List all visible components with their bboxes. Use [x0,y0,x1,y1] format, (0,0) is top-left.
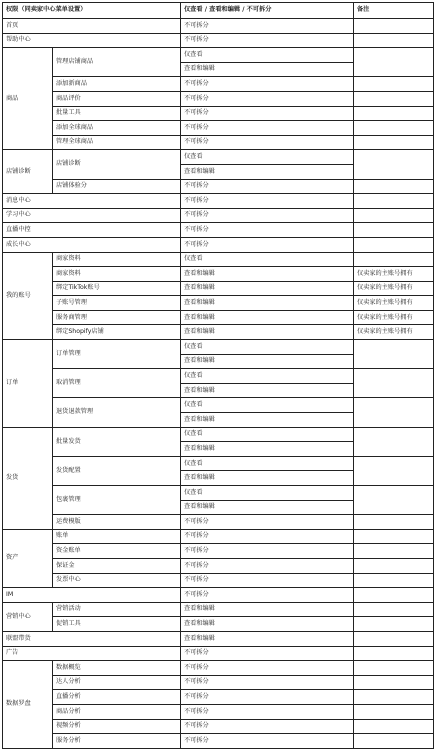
note-cell [354,252,434,267]
access-level: 不可拆分 [181,646,354,661]
table-row [3,208,434,223]
note-cell [354,427,434,456]
subitem-name: 添加新商品 [53,77,181,92]
header-note: 备注 [354,3,434,19]
table-row [3,135,434,150]
access-level: 查看和编辑 [181,62,354,77]
note-cell [354,661,434,676]
section-name: 成长中心 [3,237,181,252]
access-level: 查看和编辑 [181,631,354,646]
table-row [3,91,434,106]
note-cell [354,558,434,573]
access-level: 查看和编辑 [181,442,354,457]
table-body [3,19,434,749]
note-cell [354,223,434,238]
subitem-name: 商品评价 [53,91,181,106]
table-row [3,675,434,690]
subitem-name: 服务商管理 [53,310,181,325]
table-row [3,529,434,544]
note-cell [354,19,434,34]
note-cell [354,48,434,77]
note-cell: 仅卖家的主账号拥有 [354,310,434,325]
note-cell: 仅卖家的主账号拥有 [354,296,434,311]
table-row [3,690,434,705]
permission-table [2,2,434,749]
table-row [3,252,434,267]
section-name: 学习中心 [3,208,181,223]
access-level: 仅查看 [181,340,354,355]
note-cell [354,369,434,398]
access-level: 不可拆分 [181,106,354,121]
access-level: 不可拆分 [181,704,354,719]
access-level: 仅查看 [181,486,354,501]
subitem-name: 发货配置 [53,456,181,485]
section-name: 资产 [3,529,53,587]
table-row [3,33,434,48]
note-cell [354,77,434,92]
subitem-name: 运费模版 [53,515,181,530]
note-cell [354,704,434,719]
subitem-name: 发票中心 [53,573,181,588]
table-row [3,19,434,34]
section-name: 广告 [3,646,181,661]
access-level: 查看和编辑 [181,296,354,311]
table-row [3,427,434,442]
table-row [3,194,434,209]
table-row [3,179,434,194]
section-name: 数据罗盘 [3,661,53,749]
table-row [3,588,434,603]
section-name: 消息中心 [3,194,181,209]
access-level: 不可拆分 [181,544,354,559]
access-level: 不可拆分 [181,223,354,238]
access-level: 不可拆分 [181,515,354,530]
access-level: 不可拆分 [181,661,354,676]
note-cell: 仅卖家的主账号拥有 [354,325,434,340]
note-cell [354,179,434,194]
table-row [3,106,434,121]
subitem-name: 营销活动 [53,602,181,617]
table-row [3,704,434,719]
section-name: 我的账号 [3,252,53,340]
access-level: 仅查看 [181,456,354,471]
table-row [3,398,434,413]
access-level: 查看和编辑 [181,164,354,179]
table-header-row [3,3,434,19]
access-level: 不可拆分 [181,121,354,136]
note-cell [354,91,434,106]
table-row [3,121,434,136]
access-level: 仅查看 [181,48,354,63]
header-permission: 权限（同卖家中心菜单设置） [3,3,181,19]
access-level: 查看和编辑 [181,267,354,282]
subitem-name: 子账号管理 [53,296,181,311]
note-cell [354,150,434,179]
subitem-name: 资金账单 [53,544,181,559]
note-cell [354,646,434,661]
table-row [3,325,434,340]
access-level: 不可拆分 [181,19,354,34]
access-level: 查看和编辑 [181,310,354,325]
note-cell [354,690,434,705]
table-row [3,267,434,282]
access-level: 不可拆分 [181,558,354,573]
subitem-name: 直播分析 [53,690,181,705]
access-level: 仅查看 [181,150,354,165]
subitem-name: 取消管理 [53,369,181,398]
section-name: 商品 [3,48,53,150]
note-cell [354,121,434,136]
note-cell: 仅卖家的主账号拥有 [354,267,434,282]
subitem-name: 包裹管理 [53,486,181,515]
access-level: 不可拆分 [181,573,354,588]
note-cell [354,515,434,530]
note-cell [354,675,434,690]
access-level: 不可拆分 [181,529,354,544]
access-level: 不可拆分 [181,237,354,252]
table-row [3,617,434,632]
note-cell [354,398,434,427]
subitem-name: 商家资料 [53,267,181,282]
section-name: IM [3,588,181,603]
access-level: 仅查看 [181,252,354,267]
access-level: 不可拆分 [181,194,354,209]
note-cell [354,588,434,603]
access-level: 不可拆分 [181,675,354,690]
access-level: 查看和编辑 [181,471,354,486]
access-level: 不可拆分 [181,33,354,48]
access-level: 仅查看 [181,369,354,384]
subitem-name: 绑定Shopify店铺 [53,325,181,340]
access-level: 不可拆分 [181,77,354,92]
note-cell [354,194,434,209]
access-level: 查看和编辑 [181,413,354,428]
subitem-name: 商品分析 [53,704,181,719]
access-level: 查看和编辑 [181,354,354,369]
access-level: 查看和编辑 [181,325,354,340]
table-row [3,558,434,573]
header-access: 仅查看 / 查看和编辑 / 不可拆分 [181,3,354,19]
subitem-name: 商家资料 [53,252,181,267]
table-row [3,150,434,165]
table-row [3,77,434,92]
note-cell [354,106,434,121]
note-cell [354,456,434,485]
subitem-name: 管理店铺商品 [53,48,181,77]
table-row [3,369,434,384]
note-cell [354,340,434,369]
access-level: 查看和编辑 [181,383,354,398]
table-row [3,310,434,325]
access-level: 不可拆分 [181,588,354,603]
section-name: 发货 [3,427,53,529]
subitem-name: 管理全球商品 [53,135,181,150]
table-row [3,486,434,501]
table-row [3,456,434,471]
subitem-name: 店铺体验分 [53,179,181,194]
subitem-name: 保证金 [53,558,181,573]
subitem-name: 服务分析 [53,734,181,749]
access-level: 查看和编辑 [181,281,354,296]
access-level: 不可拆分 [181,91,354,106]
table-row [3,646,434,661]
access-level: 不可拆分 [181,135,354,150]
table-row [3,296,434,311]
access-level: 仅查看 [181,427,354,442]
subitem-name: 添加全球商品 [53,121,181,136]
table-row [3,237,434,252]
access-level: 查看和编辑 [181,617,354,632]
note-cell [354,573,434,588]
section-name: 营销中心 [3,602,53,631]
note-cell [354,529,434,544]
subitem-name: 视频分析 [53,719,181,734]
access-level: 查看和编辑 [181,500,354,515]
subitem-name: 绑定TikTok账号 [53,281,181,296]
subitem-name: 店铺诊断 [53,150,181,179]
access-level: 不可拆分 [181,719,354,734]
table-row [3,515,434,530]
note-cell [354,544,434,559]
subitem-name: 批量发货 [53,427,181,456]
table-row [3,602,434,617]
note-cell: 仅卖家的主账号拥有 [354,281,434,296]
access-level: 不可拆分 [181,690,354,705]
note-cell [354,208,434,223]
subitem-name: 批量工具 [53,106,181,121]
subitem-name: 数据概览 [53,661,181,676]
access-level: 仅查看 [181,398,354,413]
table-row [3,340,434,355]
table-row [3,223,434,238]
table-row [3,281,434,296]
note-cell [354,33,434,48]
subitem-name: 账单 [53,529,181,544]
table-row [3,48,434,63]
subitem-name: 退货退款管理 [53,398,181,427]
note-cell [354,617,434,632]
note-cell [354,631,434,646]
access-level: 查看和编辑 [181,602,354,617]
access-level: 不可拆分 [181,208,354,223]
note-cell [354,602,434,617]
subitem-name: 促销工具 [53,617,181,632]
section-name: 直播中控 [3,223,181,238]
section-name: 联盟带货 [3,631,181,646]
subitem-name: 达人分析 [53,675,181,690]
section-name: 订单 [3,340,53,428]
section-name: 店铺诊断 [3,150,53,194]
note-cell [354,719,434,734]
subitem-name: 订单管理 [53,340,181,369]
table-row [3,661,434,676]
note-cell [354,486,434,515]
note-cell [354,237,434,252]
access-level: 不可拆分 [181,734,354,749]
table-row [3,719,434,734]
table-row [3,631,434,646]
section-name: 首页 [3,19,181,34]
table-row [3,544,434,559]
section-name: 帮助中心 [3,33,181,48]
access-level: 不可拆分 [181,179,354,194]
note-cell [354,135,434,150]
table-row [3,573,434,588]
